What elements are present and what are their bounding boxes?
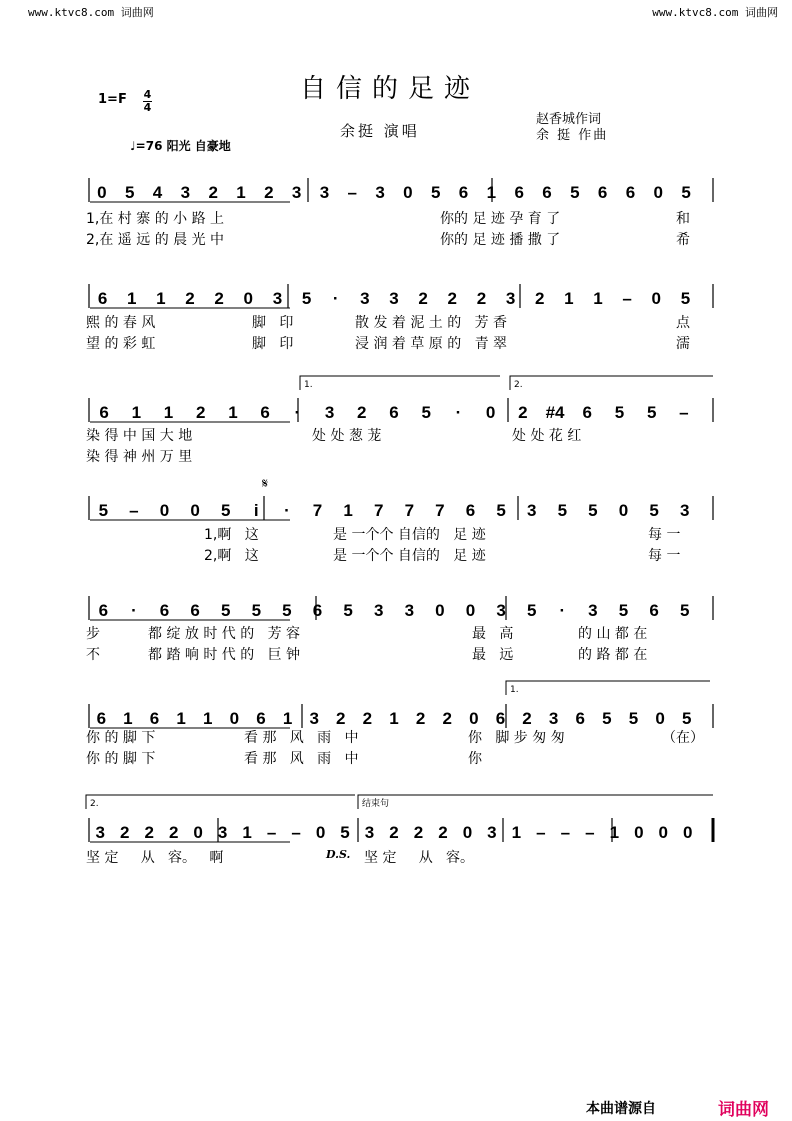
lyric-segment: 染 得 神 州 万 里	[86, 449, 193, 465]
note: 6	[625, 183, 636, 202]
note: 5	[628, 709, 639, 728]
note: 2	[362, 709, 373, 728]
lyric-segment: 你的 足 迹 孕 育 了	[440, 211, 561, 227]
note: 2	[442, 709, 452, 728]
note: 2	[447, 289, 458, 308]
note: 0	[658, 823, 669, 842]
note: 3	[404, 601, 415, 620]
note: 5	[618, 601, 629, 620]
note: 2	[518, 403, 528, 422]
note: 5	[681, 709, 692, 728]
note: 1	[131, 403, 142, 422]
note: 6	[96, 709, 107, 728]
note: 6	[98, 601, 109, 620]
lyric-segment: 濡	[676, 336, 690, 352]
lyric-segment: 你 脚 步 匆 匆	[468, 730, 565, 746]
note: 0	[485, 403, 496, 422]
note: 0	[193, 823, 203, 842]
note: 1	[282, 709, 293, 728]
lyric-segment: 点	[676, 315, 690, 331]
composer-credit: 余 挺 作曲	[536, 128, 609, 143]
note: 5	[282, 601, 292, 620]
note: 6	[514, 183, 524, 202]
footer-source: 本曲谱源自	[586, 1101, 656, 1117]
note: 1	[203, 709, 213, 728]
note: 5	[220, 601, 231, 620]
note: 2	[476, 289, 487, 308]
note: 0	[97, 183, 107, 202]
note: i	[253, 501, 259, 520]
note: 1	[228, 403, 238, 422]
lyric-segment: 希	[676, 232, 690, 248]
note: –	[266, 823, 277, 842]
note: 5	[430, 183, 441, 202]
time-sig-bottom: 4	[143, 101, 152, 114]
note: 7	[435, 501, 445, 520]
note: 5	[251, 601, 262, 620]
note: 3	[487, 823, 497, 842]
note: 3	[496, 601, 506, 620]
lyric-segment: 步	[86, 626, 100, 642]
note: 1	[123, 709, 133, 728]
lyric-segment: 望 的 彩 虹	[86, 336, 156, 352]
lyric-segment: 最 高	[472, 626, 514, 642]
lyric-segment: 散 发 着 泥 土 的 芳 香	[355, 315, 508, 331]
note: 1	[593, 289, 603, 308]
note: 3	[324, 403, 335, 422]
note: 3	[373, 601, 384, 620]
volta-bracket	[358, 795, 713, 809]
note: 1	[609, 823, 620, 842]
note: 5	[343, 601, 353, 620]
volta-label: 1.	[304, 380, 313, 390]
volta-bracket	[300, 376, 500, 390]
note: 5	[526, 601, 537, 620]
note: 0	[190, 501, 200, 520]
lyric-segment: 最 远	[472, 647, 514, 663]
lyric-segment: 是 一个个 自信的 足 迹	[333, 527, 486, 543]
note: 1	[389, 709, 399, 728]
note: 1	[236, 183, 246, 202]
note: 0	[469, 709, 479, 728]
note: 2	[208, 183, 218, 202]
note: 5	[496, 501, 506, 520]
note: ·	[294, 403, 301, 422]
note: 0	[229, 709, 240, 728]
note: –	[585, 823, 595, 842]
watermark-left: www.ktvc8.com 词曲网	[28, 6, 154, 19]
lyric-segment: 你的 足 迹 播 撒 了	[440, 232, 561, 248]
note: 3	[272, 289, 283, 308]
note: 2	[534, 289, 545, 308]
lyric-segment: 是 一个个 自信的 足 迹	[333, 548, 486, 564]
note: 2	[418, 289, 428, 308]
note: 3	[309, 709, 319, 728]
note: 2	[389, 823, 399, 842]
note: 0	[403, 183, 413, 202]
note: 5	[680, 289, 691, 308]
note: 5	[421, 403, 431, 422]
note: 3	[180, 183, 191, 202]
note: 6	[256, 709, 266, 728]
note: ·	[332, 289, 339, 308]
lyric-segment: 处 处 葱 茏	[312, 428, 382, 444]
note: 5	[340, 823, 350, 842]
note: 0	[651, 289, 662, 308]
note: #4	[545, 403, 565, 422]
note: 3	[679, 501, 690, 520]
lyric-segment: 1,在 村 寨 的 小 路 上	[86, 211, 225, 227]
note: 3	[95, 823, 105, 842]
lyric-segment: 看 那 风 雨 中	[244, 751, 359, 767]
note: 6	[260, 403, 270, 422]
note: 1	[343, 501, 353, 520]
lyric-segment: 看 那 风 雨 中	[244, 730, 359, 746]
note: 2	[185, 289, 195, 308]
note: –	[129, 501, 139, 520]
note: 3	[217, 823, 228, 842]
note: 0	[618, 501, 629, 520]
note: 5	[588, 501, 598, 520]
note: 6	[495, 709, 506, 728]
segno-sign: 𝄋	[262, 476, 269, 492]
note: 7	[373, 501, 384, 520]
note: 5	[220, 501, 231, 520]
lyric-segment: 你 的 脚 下	[86, 730, 156, 746]
note: ·	[131, 601, 137, 620]
lyric-segment: 你	[468, 751, 482, 767]
lyricist-credit: 赵香城作词	[536, 112, 602, 127]
note: 2	[264, 183, 274, 202]
lyric-segment: 不	[86, 647, 100, 663]
note: 2	[196, 403, 206, 422]
note: 3	[389, 289, 399, 308]
note: 3	[319, 183, 330, 202]
note: 0	[315, 823, 326, 842]
note: 5	[602, 709, 612, 728]
note: 3	[364, 823, 375, 842]
lyric-segment: （在）	[662, 730, 704, 746]
note: 6	[542, 183, 552, 202]
note: 6	[649, 601, 659, 620]
note: 3	[375, 183, 385, 202]
note: 4	[152, 183, 163, 202]
note: 2	[357, 403, 367, 422]
note: 5	[570, 183, 580, 202]
note: 0	[683, 823, 693, 842]
note: 1	[242, 823, 252, 842]
lyric-segment: 每 一	[648, 548, 681, 564]
volta-label: 1.	[510, 685, 519, 695]
note: 2	[415, 709, 426, 728]
footer-site-logo: 词曲网	[718, 1100, 769, 1120]
note: 0	[634, 823, 644, 842]
volta-bracket	[86, 795, 355, 809]
note: 1	[486, 183, 497, 202]
lyric-segment: 坚 定 从 容。	[364, 850, 475, 866]
lyric-segment: 脚 印	[252, 315, 294, 331]
note: 6	[597, 183, 608, 202]
note: 6	[582, 403, 592, 422]
note: –	[679, 403, 689, 422]
note: 6	[190, 601, 200, 620]
note: 6	[159, 601, 170, 620]
note: 3	[588, 601, 598, 620]
note: ·	[284, 501, 290, 520]
note: 5	[679, 601, 690, 620]
note: 6	[97, 289, 108, 308]
note: 3	[548, 709, 559, 728]
note: –	[622, 289, 632, 308]
note: 3	[505, 289, 516, 308]
lyric-segment: 2,在 遥 远 的 晨 光 中	[86, 232, 225, 248]
lyric-segment: 染 得 中 国 大 地	[86, 428, 193, 444]
singer-credit: 余挺 演唱	[340, 122, 420, 140]
note: 6	[149, 709, 160, 728]
note: 0	[462, 823, 473, 842]
lyric-segment: 的 山 都 在	[578, 626, 648, 642]
note: 1	[176, 709, 186, 728]
note: 5	[614, 403, 625, 422]
note: 6	[389, 403, 399, 422]
note: 3	[360, 289, 370, 308]
note: 5	[646, 403, 657, 422]
note: 7	[404, 501, 415, 520]
note: 0	[243, 289, 254, 308]
note: 5	[557, 501, 568, 520]
volta-label: 结束句	[362, 799, 390, 809]
volta-bracket	[510, 376, 713, 390]
lyric-segment: 脚 印	[252, 336, 294, 352]
note: 2	[522, 709, 532, 728]
lyric-segment: 都 绽 放 时 代 的 芳 容	[148, 626, 301, 642]
note: 1	[156, 289, 166, 308]
note: 6	[575, 709, 585, 728]
note: 5	[649, 501, 659, 520]
lyric-segment: 和	[676, 211, 690, 227]
note: 1	[126, 289, 137, 308]
note: –	[560, 823, 571, 842]
lyric-segment: 坚 定 从 容。 啊	[86, 850, 224, 866]
tempo-marking: ♩=76 阳光 自豪地	[130, 139, 231, 153]
note: 2	[413, 823, 424, 842]
lyric-segment: 的 路 都 在	[578, 647, 648, 663]
note: 0	[465, 601, 476, 620]
song-title: 自信的足迹	[300, 74, 481, 104]
lyric-segment: 处 处 花 红	[512, 428, 582, 444]
note: 3	[526, 501, 537, 520]
lyric-segment: 每 一	[648, 527, 681, 543]
note: 6	[312, 601, 323, 620]
note: 1	[564, 289, 574, 308]
note: 0	[435, 601, 445, 620]
note: 0	[159, 501, 170, 520]
note: 5	[98, 501, 109, 520]
note: 5	[124, 183, 135, 202]
note: 6	[458, 183, 469, 202]
lyric-segment: 2,啊 这	[204, 548, 259, 564]
note: 1	[511, 823, 522, 842]
note: –	[347, 183, 358, 202]
note: 5	[681, 183, 691, 202]
note: –	[291, 823, 301, 842]
note: 2	[336, 709, 346, 728]
note: 6	[99, 403, 109, 422]
lyric-segment: 你 的 脚 下	[86, 751, 156, 767]
note: 2	[119, 823, 130, 842]
note: 0	[655, 709, 665, 728]
volta-label: 2.	[90, 799, 99, 809]
note: ·	[455, 403, 462, 422]
lyric-segment: 1,啊 这	[204, 527, 259, 543]
note: –	[536, 823, 546, 842]
note: 1	[163, 403, 174, 422]
lyric-segment: 熙 的 春 风	[86, 315, 156, 331]
note: 6	[465, 501, 476, 520]
note: 3	[291, 183, 302, 202]
note: 2	[214, 289, 224, 308]
note: 7	[312, 501, 323, 520]
note: 2	[438, 823, 448, 842]
ds-marking: D.S.	[326, 848, 351, 861]
time-sig-top: 4	[143, 88, 152, 101]
volta-label: 2.	[514, 380, 523, 390]
lyric-segment: 浸 润 着 草 原 的 青 翠	[355, 336, 508, 352]
note: 2	[168, 823, 179, 842]
note: 5	[301, 289, 312, 308]
note: 2	[144, 823, 154, 842]
lyric-segment: 都 踏 响 时 代 的 巨 钟	[148, 647, 301, 663]
watermark-right: www.ktvc8.com 词曲网	[652, 6, 778, 19]
volta-bracket	[506, 681, 710, 695]
key-signature: 1=F	[98, 92, 127, 107]
note: 0	[653, 183, 664, 202]
note: ·	[559, 601, 566, 620]
